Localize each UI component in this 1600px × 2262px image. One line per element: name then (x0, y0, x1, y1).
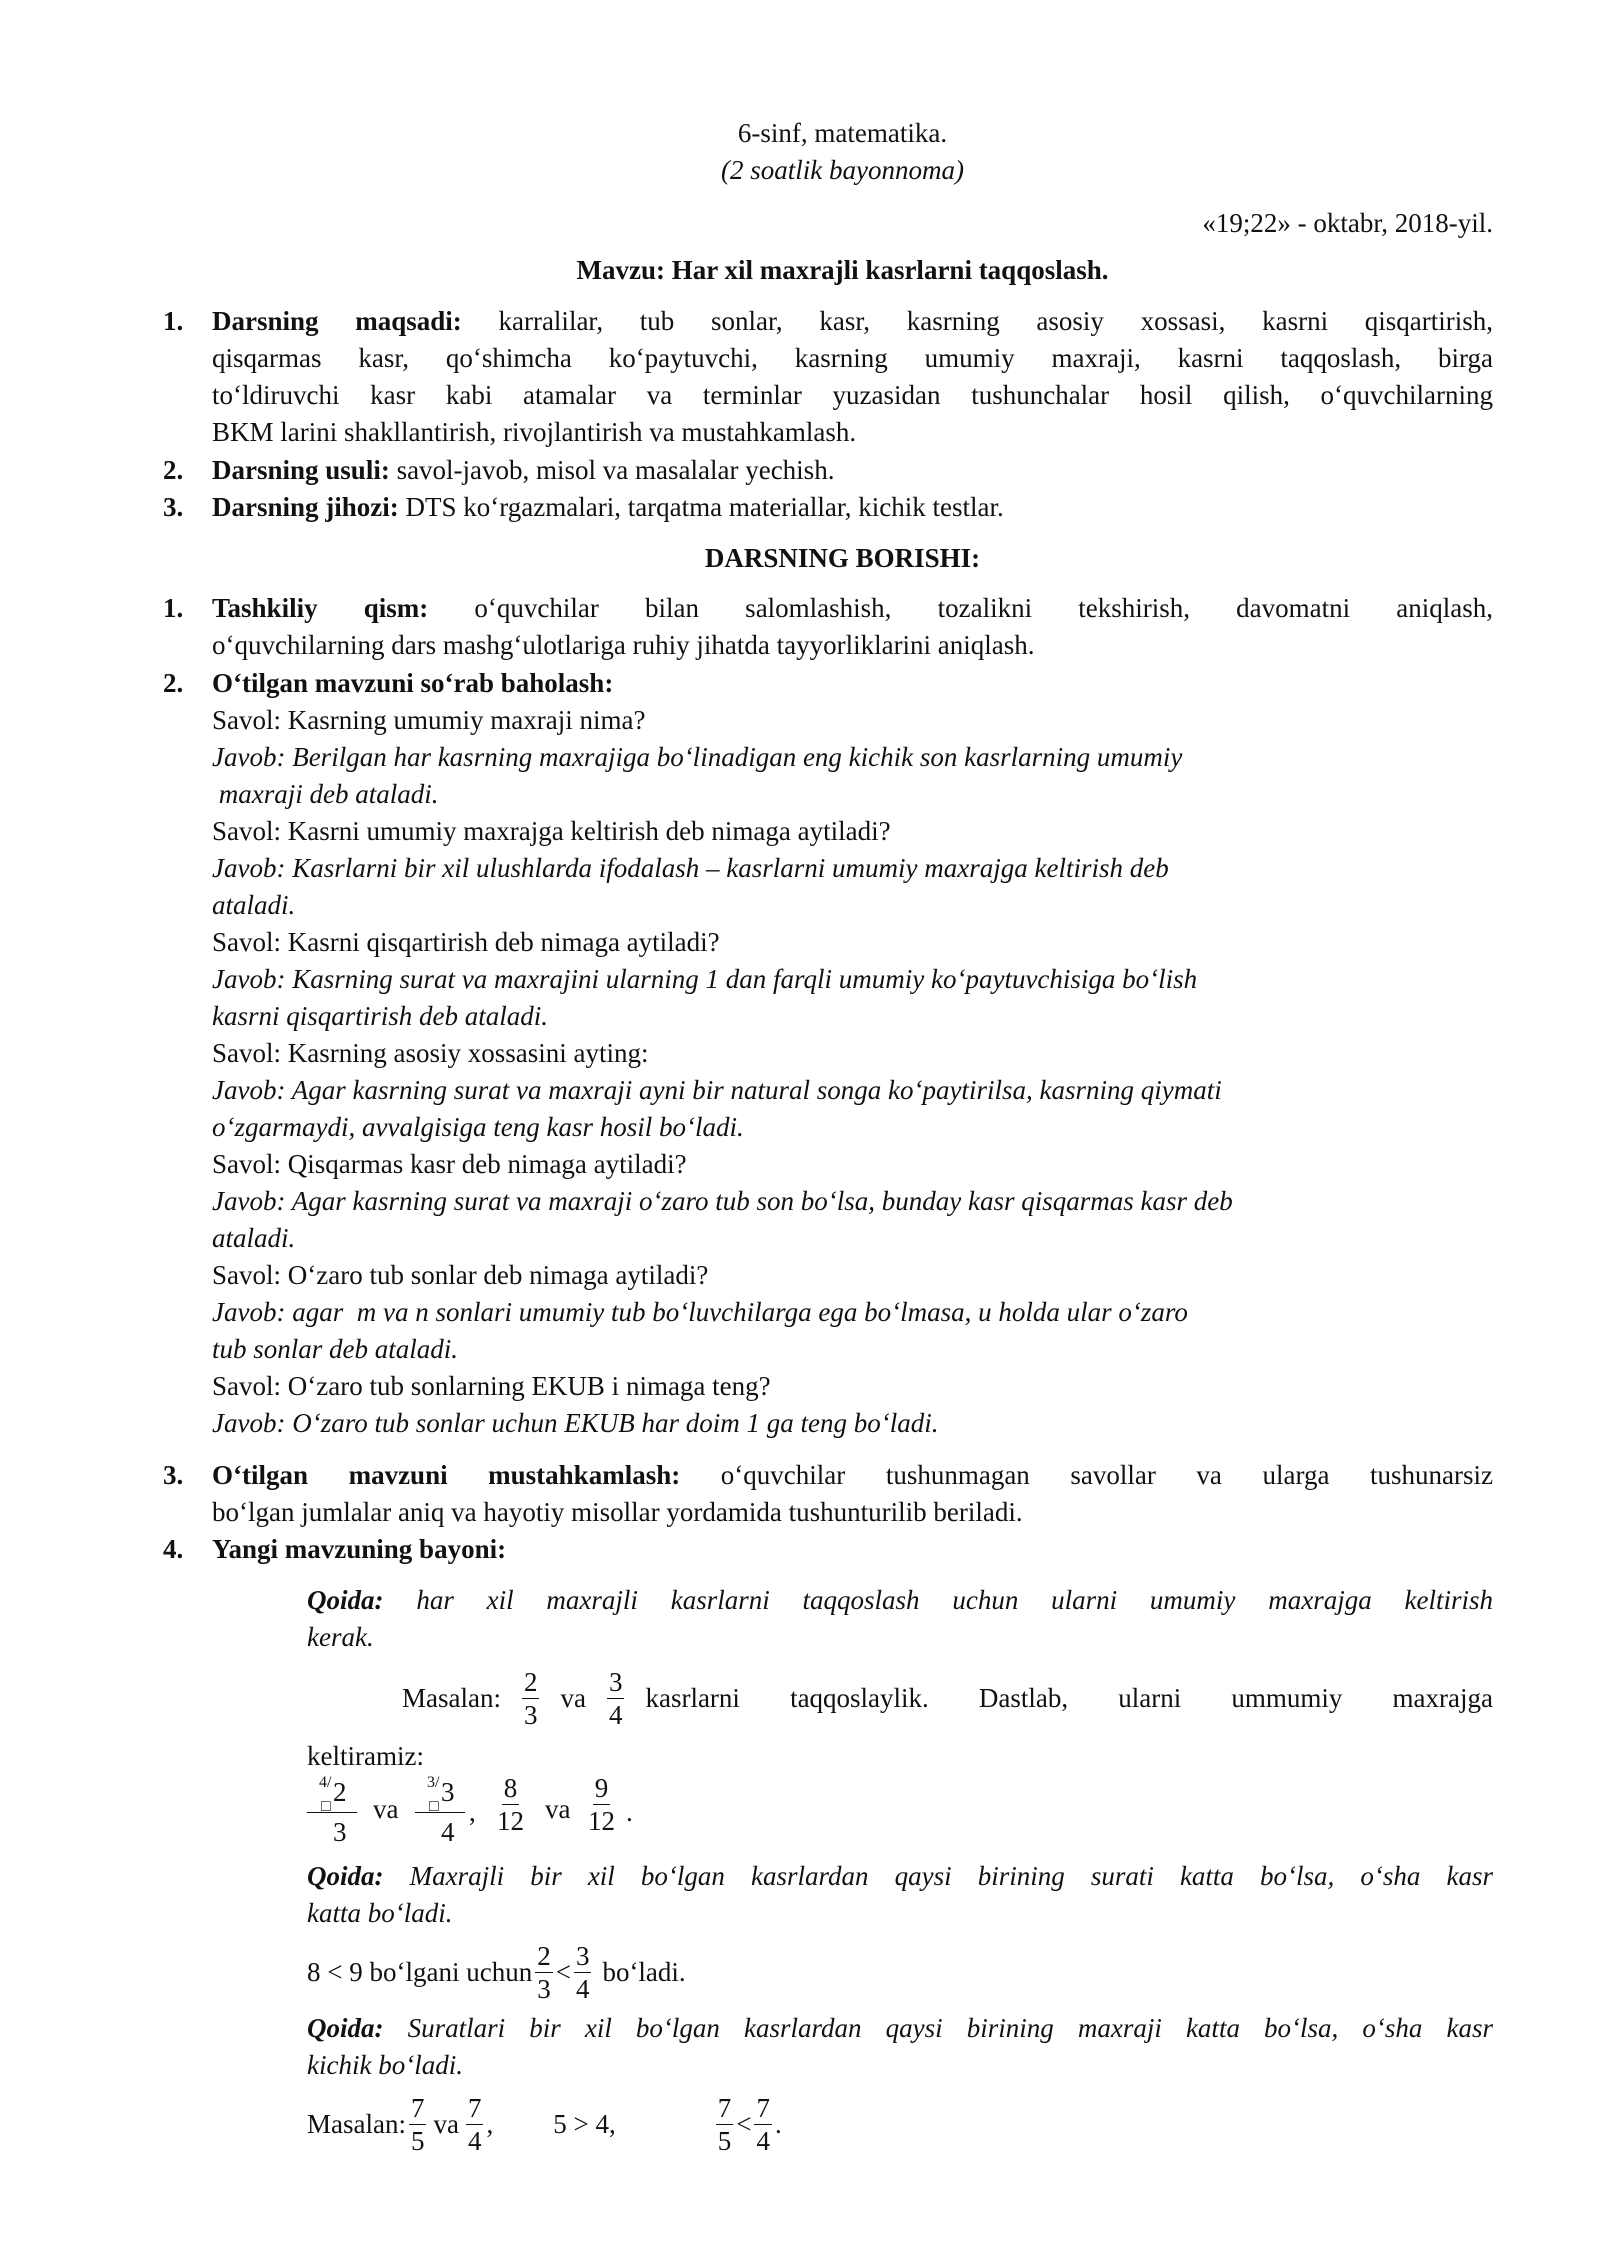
less-than-sign: < (555, 1957, 571, 1987)
item-number: 1. (163, 306, 184, 336)
denominator: 4 (575, 1973, 590, 2004)
numerator: 2 (523, 1666, 538, 1697)
question: Savol: O‘zaro tub sonlarning EKUB i nimaga teng? (212, 1371, 771, 1401)
fraction-bar (307, 1812, 357, 1813)
rule-line (307, 2010, 1493, 2047)
header-grade: 6-sinf, matematika. (737, 118, 948, 148)
conjunction: va (433, 2109, 459, 2139)
conjunction: va (373, 1794, 399, 1824)
step-number: 4. (163, 1534, 184, 1564)
answer: ataladi. (212, 890, 296, 920)
answer: Javob: Kasrning surat va maxrajini ularning 1 dan farqli umumiy ko‘paytuvchisiga bo‘lish (212, 964, 1198, 994)
example-line (307, 2084, 782, 2164)
rule-label: Qoida: (307, 2013, 384, 2043)
fraction-7-5 (409, 2092, 427, 2157)
numerator: 7 (756, 2092, 770, 2123)
goal-line: qisqarmas kasr, qo‘shimcha ko‘paytuvchi, kasrning umumiy maxraji, kasrni taqqoslash, birga (212, 343, 1493, 373)
method-label: Darsning usuli: (212, 455, 390, 485)
denominator: 3 (537, 1973, 551, 2004)
section-title: DARSNING BORISHI: (704, 543, 981, 573)
numerator: 7 (717, 2092, 732, 2123)
goal-line: to‘ldiruvchi kasr kabi atamalar va terminlar yuzasidan tushunchalar hosil qilish, o‘quvchilarning (212, 380, 1493, 410)
rule-text: Suratlari bir xil bo‘lgan kasrlardan qaysi birining maxraji katta bo‘lsa, o‘sha kasr (407, 2013, 1493, 2043)
equipment-line (212, 489, 1004, 526)
reinforcement-line (212, 1457, 1493, 1494)
less-than-sign: < (736, 2109, 752, 2139)
fraction-7-4 (754, 2092, 772, 2157)
question: Savol: Kasrning asosiy xossasini ayting: (212, 1038, 649, 1068)
method-line (212, 452, 834, 489)
denominator: 12 (588, 1806, 615, 1836)
answer: Javob: Berilgan har kasrning maxrajiga bo‘linadigan eng kichik son kasrlarning umumiy (212, 742, 1183, 772)
inequality-text: 5 > 4, (553, 2109, 616, 2139)
denominator: 5 (717, 2125, 732, 2156)
answer: Javob: Agar kasrning surat va maxraji ayni bir natural songa ko‘paytirilsa, kasrning qiymati (212, 1075, 1222, 1105)
question: Savol: Kasrni qisqartirish deb nimaga aytiladi? (212, 927, 720, 957)
reinforcement-line-2: bo‘lgan jumlalar aniq va hayotiy misollar yordamida tushunturilib beriladi. (212, 1497, 1023, 1527)
goal-line (212, 303, 1493, 340)
rule-line-2: kerak. (307, 1622, 374, 1652)
fraction-3-4 (574, 1940, 592, 2005)
item-number: 2. (163, 455, 184, 485)
example-line-2: keltiramiz: (307, 1741, 424, 1771)
denominator: 4 (467, 2125, 482, 2156)
rule-text: har xil maxrajli kasrlarni taqqoslash uchun ularni umumiy maxrajga keltirish (416, 1585, 1493, 1615)
new-topic-label: Yangi mavzuning bayoni: (212, 1534, 507, 1564)
denominator: 5 (410, 2125, 425, 2156)
denominator: 4 (608, 1699, 623, 1730)
expanded-fraction-2-3 (307, 1772, 357, 1852)
rule-line-2: kichik bo‘ladi. (307, 2050, 463, 2080)
denominator: 3 (333, 1817, 347, 1847)
question: Savol: Qisqarmas kasr deb nimaga aytiladi? (212, 1149, 687, 1179)
answer: Javob: Agar kasrning surat va maxraji o‘zaro tub son bo‘lsa, bunday kasr qisqarmas kasr deb (212, 1186, 1233, 1216)
numerator: 2 (537, 1940, 551, 1971)
question: Savol: Kasrning umumiy maxraji nima? (212, 705, 646, 735)
example-prefix: Masalan: (402, 1683, 501, 1713)
step-number: 2. (163, 668, 184, 698)
fraction-bar (415, 1812, 465, 1813)
placeholder-box-icon: □ (321, 1798, 331, 1815)
reinforcement-label: O‘tilgan mavzuni mustahkamlash: (212, 1460, 681, 1490)
header-subtitle: (2 soatlik bayonnoma) (721, 155, 964, 185)
organization-line-2: o‘quvchilarning dars mashg‘ulotlariga ruhiy jihatda tayyorliklarini aniqlash. (212, 630, 1035, 660)
answer: Javob: Kasrlarni bir xil ulushlarda ifodalash – kasrlarni umumiy maxrajga keltirish deb (212, 853, 1169, 883)
header-date: «19;22» - oktabr, 2018-yil. (1202, 208, 1493, 238)
answer: Javob: agar m va n sonlari umumiy tub bo‘luvchilarga ega bo‘lmasa, u holda ular o‘zaro (212, 1297, 1188, 1327)
item-number: 3. (163, 492, 184, 522)
denominator: 3 (523, 1699, 538, 1730)
numerator: 3 (441, 1777, 455, 1807)
fraction-7-4 (466, 2092, 484, 2157)
fraction-2-3 (535, 1940, 553, 2005)
goal-label: Darsning maqsadi: (212, 306, 462, 336)
placeholder-box-icon: □ (429, 1798, 439, 1815)
multiplier: 3/ (427, 1774, 440, 1791)
denominator: 4 (441, 1817, 455, 1847)
fraction-7-5 (716, 2092, 734, 2157)
fraction-8-12 (492, 1772, 529, 1837)
conjunction: va (560, 1683, 586, 1713)
method-text: savol-javob, misol va masalalar yechish. (396, 455, 835, 485)
denominator: 12 (497, 1806, 524, 1836)
answer: Javob: O‘zaro tub sonlar uchun EKUB har doim 1 ga teng bo‘ladi. (212, 1408, 939, 1438)
numerator: 8 (503, 1773, 518, 1803)
example-text: kasrlarni taqqoslaylik. Dastlab, ularni ummumiy maxrajga (645, 1683, 1493, 1713)
example-prefix: Masalan: (307, 2109, 406, 2139)
step-number: 1. (163, 593, 184, 623)
organization-text: o‘quvchilar bilan salomlashish, tozalikni tekshirish, davomatni aniqlash, (474, 593, 1493, 623)
goal-text: karralilar, tub sonlar, kasr, kasrning asosiy xossasi, kasrni qisqartirish, (498, 306, 1494, 336)
numerator: 3 (575, 1940, 590, 1971)
comma: , (469, 1797, 476, 1827)
denominator: 4 (756, 2125, 770, 2156)
goal-line: BKM larini shakllantirish, rivojlantirish va mustahkamlash. (212, 417, 857, 447)
review-label: O‘tilgan mavzuni so‘rab baholash: (212, 668, 614, 698)
lesson-topic: Mavzu: Har xil maxrajli kasrlarni taqqoslash. (576, 255, 1109, 285)
answer: ataladi. (212, 1223, 296, 1253)
fraction-3-4 (607, 1666, 625, 1731)
expanded-fraction-3-4 (415, 1772, 465, 1852)
rule-line (307, 1858, 1493, 1895)
answer: o‘zgarmaydi, avvalgisiga teng kasr hosil bo‘ladi. (212, 1112, 744, 1142)
comma: , (486, 2109, 494, 2139)
rule-label: Qoida: (307, 1585, 384, 1615)
equipment-label: Darsning jihozi: (212, 492, 399, 522)
rule-line (307, 1582, 1493, 1619)
numerator: 3 (608, 1666, 623, 1697)
numerator: 2 (333, 1777, 347, 1807)
organization-label: Tashkiliy qism: (212, 593, 429, 623)
rule-text: Maxrajli bir xil bo‘lgan kasrlardan qaysi birining surati katta bo‘lsa, o‘sha kasr (409, 1861, 1493, 1891)
rule-label: Qoida: (307, 1861, 384, 1891)
question: Savol: Kasrni umumiy maxrajga keltirish deb nimaga aytiladi? (212, 816, 891, 846)
numerator: 9 (594, 1773, 609, 1803)
equipment-text: DTS ko‘rgazmalari, tarqatma materiallar, kichik testlar. (405, 492, 1004, 522)
answer: kasrni qisqartirish deb ataladi. (212, 1001, 549, 1031)
numerator: 7 (467, 2092, 482, 2123)
expansion-row (307, 1772, 707, 1852)
step-number: 3. (163, 1460, 184, 1490)
comparison-suffix: bo‘ladi. (602, 1957, 686, 1987)
fraction-9-12 (583, 1772, 620, 1837)
answer: tub sonlar deb ataladi. (212, 1334, 459, 1364)
numerator: 7 (410, 2092, 425, 2123)
conjunction: va (545, 1794, 571, 1824)
period: . (626, 1797, 633, 1827)
comparison-text: 8 < 9 bo‘lgani uchun (307, 1957, 533, 1987)
reinforcement-text: o‘quvchilar tushunmagan savollar va ularga tushunarsiz (720, 1460, 1494, 1490)
period: . (774, 2109, 782, 2139)
comparison-line (307, 1932, 686, 2012)
organization-line (212, 590, 1493, 627)
multiplier: 4/ (319, 1774, 332, 1791)
question: Savol: O‘zaro tub sonlar deb nimaga aytiladi? (212, 1260, 709, 1290)
example-line (402, 1658, 1493, 1738)
fraction-2-3 (522, 1666, 540, 1731)
answer: maxraji deb ataladi. (212, 779, 439, 809)
rule-line-2: katta bo‘ladi. (307, 1898, 453, 1928)
